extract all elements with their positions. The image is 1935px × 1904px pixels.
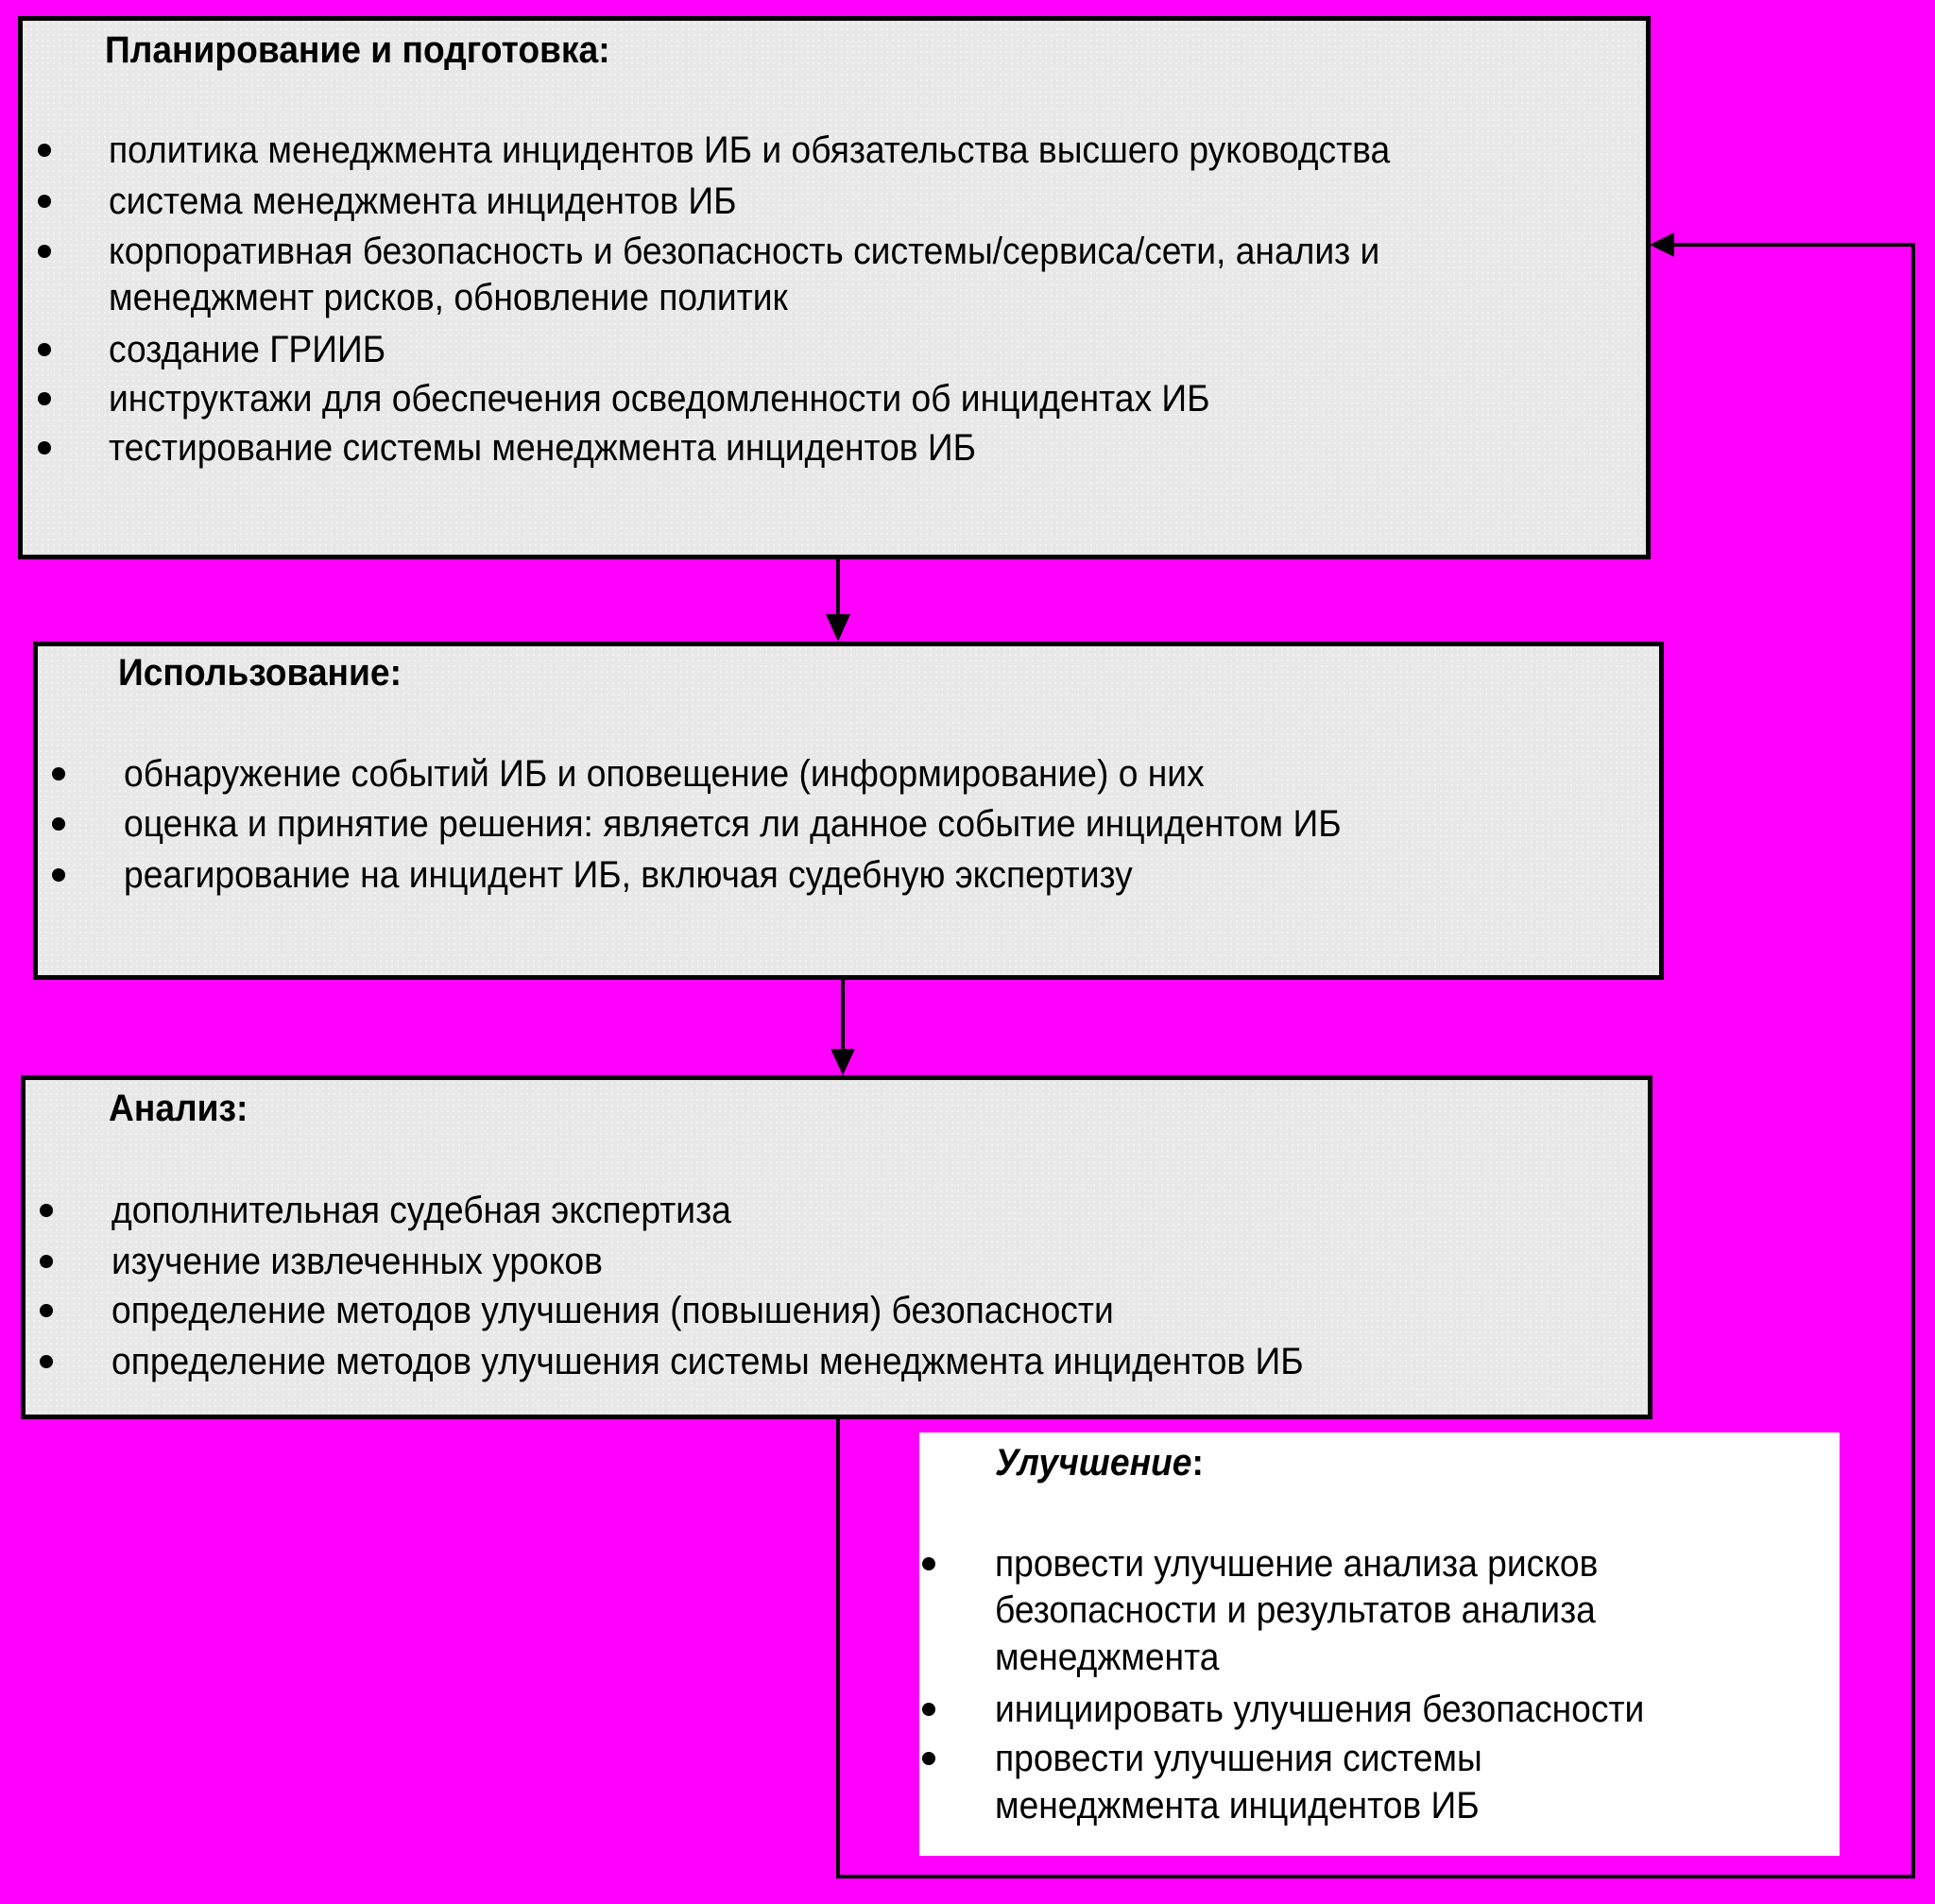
bullet-icon — [922, 1752, 935, 1765]
list-item-continuation: менеджмент рисков, обновление политик — [109, 277, 788, 318]
bullet-icon — [40, 1204, 53, 1217]
bullet-icon — [38, 441, 51, 455]
bullet-icon — [52, 817, 65, 831]
bullet-icon — [52, 868, 65, 882]
arrowhead-down-icon — [831, 1049, 855, 1075]
arrowhead-down-icon — [826, 614, 850, 642]
stage-improvement-title-colon: : — [1191, 1442, 1204, 1484]
list-item-continuation: безопасности и результатов анализа — [995, 1589, 1596, 1631]
arrow-usage-to-analysis — [831, 979, 855, 1075]
bullet-icon — [922, 1557, 935, 1570]
bullet-icon — [40, 1355, 53, 1368]
arrow-planning-to-usage — [826, 558, 850, 642]
stage-planning-title: Планирование и подготовка: — [105, 29, 610, 71]
bullet-icon — [38, 245, 51, 258]
list-item: система менеджмента инцидентов ИБ — [109, 180, 737, 222]
list-item: политика менеджмента инцидентов ИБ и обязательства высшего руководства — [109, 129, 1391, 171]
list-item: провести улучшение анализа рисков — [995, 1543, 1599, 1585]
list-item-continuation: менеджмента инцидентов ИБ — [995, 1785, 1480, 1827]
bullet-icon — [40, 1304, 53, 1317]
stage-improvement-title-text: Улучшение — [995, 1442, 1192, 1484]
stage-usage-title: Использование: — [118, 652, 402, 694]
list-item: провести улучшения системы — [995, 1738, 1482, 1779]
stage-improvement-title — [995, 1440, 1204, 1485]
bullet-icon — [922, 1703, 935, 1716]
list-item: дополнительная судебная экспертиза — [111, 1190, 731, 1231]
list-item: реагирование на инцидент ИБ, включая судебную экспертизу — [124, 854, 1133, 896]
list-item: обнаружение событий ИБ и оповещение (информирование) о них — [124, 753, 1205, 795]
list-item: создание ГРИИБ — [109, 329, 386, 370]
list-item: корпоративная безопасность и безопасность системы/сервиса/сети, анализ и — [109, 231, 1380, 272]
stage-analysis-title: Анализ: — [109, 1088, 248, 1129]
list-item-continuation: менеджмента — [995, 1637, 1220, 1678]
list-item: определение методов улучшения (повышения) безопасности — [111, 1290, 1114, 1331]
list-item: инструктажи для обеспечения осведомленности об инцидентах ИБ — [109, 378, 1210, 420]
bullet-icon — [38, 392, 51, 405]
list-item: определение методов улучшения системы менеджмента инцидентов ИБ — [111, 1341, 1304, 1382]
bullet-icon — [38, 144, 51, 157]
bullet-icon — [38, 195, 51, 208]
list-item: тестирование системы менеджмента инцидентов ИБ — [109, 427, 977, 469]
list-item: изучение извлеченных уроков — [111, 1241, 603, 1282]
list-item: инициировать улучшения безопасности — [995, 1689, 1645, 1730]
bullet-icon — [38, 343, 51, 356]
bullet-icon — [52, 767, 65, 780]
arrowhead-left-icon — [1650, 232, 1674, 257]
list-item: оценка и принятие решения: является ли данное событие инцидентом ИБ — [124, 803, 1342, 845]
bullet-icon — [40, 1255, 53, 1268]
